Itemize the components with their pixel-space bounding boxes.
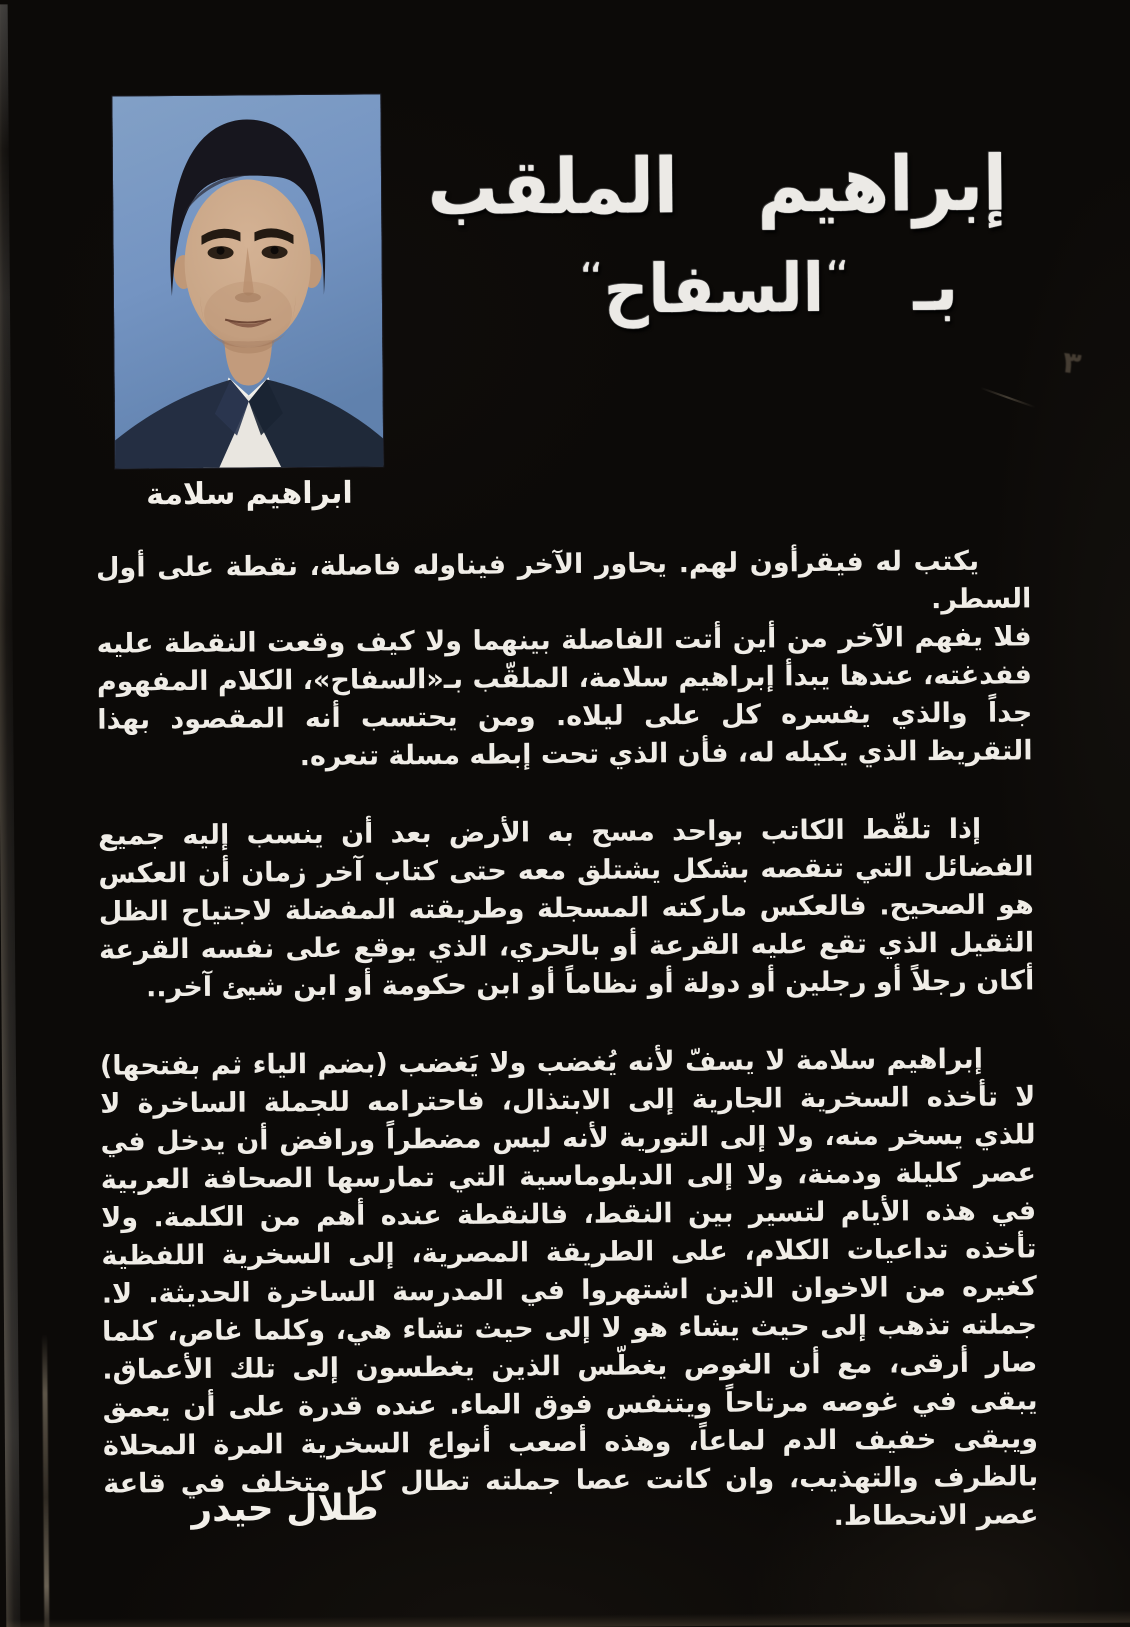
bottom-edge-lighting xyxy=(6,1611,1130,1627)
paragraph-2: فلا يفهم الآخر من أين أتت الفاصلة بينهما ولا كيف وقعت النقطة عليه ففدغته، عندها يبدأ إبراهيم سلامة، الملقّب بـ«السفاح»، الكلام المفهوم جداً والذي يفسره كل على ليلاه. ومن يحتسب أنه المقصود بهذا التقريظ الذي يكيله له، فأن الذي تحت إبطه مسلة تنعره. xyxy=(96,621,1033,773)
scratch-mark xyxy=(980,387,1035,408)
spine-scratch-mark xyxy=(42,1334,49,1627)
nickname: السفاح xyxy=(603,247,825,329)
paragraph-1: يكتب له فيقرأون لهم. يحاور الآخر فيناوله فاصلة، نقطة على أول السطر. xyxy=(95,545,1032,616)
open-quote-mark: ،، xyxy=(826,244,847,278)
nickname-prefix: بـ xyxy=(913,246,959,327)
blurb-text xyxy=(96,542,1039,1541)
paragraph-4: إبراهيم سلامة لا يسفّ لأنه يُغضب ولا يَغضب (بضم الياء ثم بفتحها) لا تأخذه السخرية الجارية إلى الابتذال، فاحترامه للجملة الساخرة لا للذي يسخر منه، ولا إلى التورية لأنه ليس مضطراً ورافض أن يدخل في عصر كليلة ودمنة، ولا إلى الدبلوماسية التي تمارسها الصحافة العربية في هذه الأيام لتسير بين النقط، فالنقطة عنده أهم من الكلمة. ولا تأخذه تداعيات الكلام، على الطريقة المصرية، إلى السخرية اللفظية كغيره من الاخوان الذين اشتهروا في المدرسة الساخرة الحديثة. لا. جملته تذهب إلى حيث يشاء هو لا إلى حيث تشاء هي، وكلما غاص، كلما صار أرقى، مع أن الغوص يغطّس الذين يغطسون إلى تلك الأعماق. يبقى في غوصه مرتاحاً ويتنفس فوق الماء. عنده قدرة على أن يعمق ويبقى خفيف الدم لماعاً، وهذه أصعب أنواع السخرية المرة المحلاة بالظرف والتهذيب، وان كانت عصا جملته تطال كل متخلف في قاعة عصر الانحطاط. xyxy=(99,1043,1039,1532)
edge-numeral-mark: ٣ xyxy=(1060,344,1084,383)
paragraph-3: إذا تلقّط الكاتب بواحد مسح به الأرض بعد أن ينسب إليه جميع الفضائل التي تنقصه بشكل يشتلق معه حتى كتاب آخر زمان أن العكس هو الصحيح. فالعكس ماركته المسجلة وطريقته المفضلة لاجتياح الظل الثقيل الذي تقع عليه القرعة أو بالحري، الذي يوقع على نفسه القرعة أكان رجلاً أو رجلين أو دولة أو نظاماً أو ابن حكومة أو ابن شيئ آخر.. xyxy=(98,813,1035,1004)
spine-edge-lighting xyxy=(0,4,20,1627)
title-calligraphy-line2 xyxy=(578,244,958,329)
author-portrait-photo xyxy=(112,94,383,468)
blurb-author-signature: طلال حيدر xyxy=(191,1487,379,1530)
title-calligraphy-line1: إبراهيم الملقب xyxy=(427,139,1008,233)
nickname-quoted xyxy=(578,244,850,329)
portrait-illustration xyxy=(112,94,383,468)
photo-caption: ابراهيم سلامة xyxy=(146,475,353,513)
close-quote-mark: ،، xyxy=(580,246,601,280)
